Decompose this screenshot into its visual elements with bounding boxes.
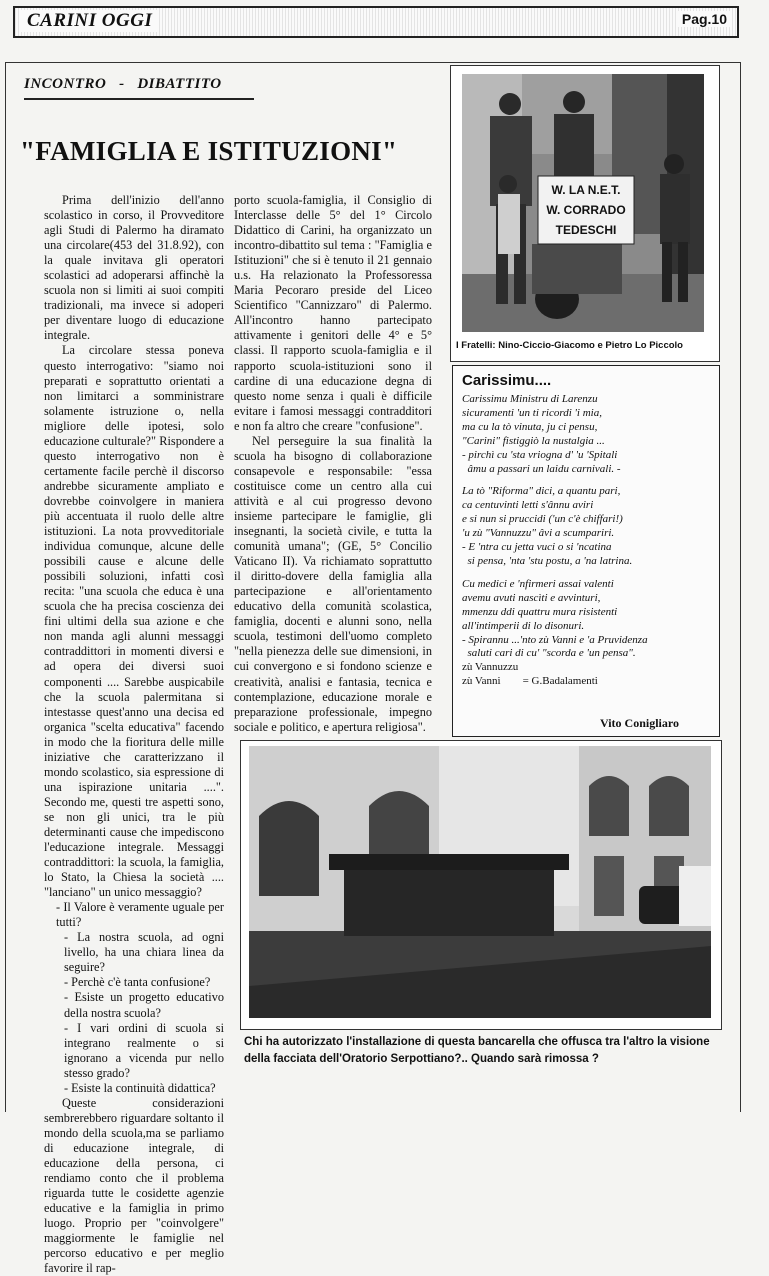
question-item: - I vari ordini di scuola si integrano realmente o si ignorano a vicenda pur nello stesso grado? bbox=[64, 1020, 224, 1080]
street-photo-illustration bbox=[249, 746, 711, 1018]
poem-line: all'intimperii di lo disonuri. bbox=[462, 619, 585, 632]
sign-line: TEDESCHI bbox=[555, 223, 617, 237]
poem-line: 'u zù "Vannuzzu" âvi a scumpariri. bbox=[462, 527, 615, 540]
poem-line: - Spirannu ...'nto zù Vanni e 'a Pruvidenza bbox=[462, 633, 648, 646]
brothers-photo bbox=[462, 74, 704, 332]
poem-line: - pirchì cu 'sta vriogna d' 'u 'Spitali bbox=[462, 448, 618, 461]
poem-line: avemu avuti nascìti e avvinturi, bbox=[462, 591, 601, 604]
poem-author: Vito Conigliaro bbox=[600, 716, 680, 730]
sign-line: W. CORRADO bbox=[546, 203, 626, 217]
article-paragraph: La circolare stessa poneva questo interrogativo: "siamo noi preparati e soprattutto orientati a non limitarci a somministrare solamente istruzione o, nella migliore delle ipotesi, solo educazione culturale?" Rispondere a questo interrogativo non è certamente facile perchè il discorso andrebbe sicuramente ampliato e dovrebbe coinvolgere in maniera più accentuata il ruolo delle altre istituzioni. La nota provveditoriale individua comunque, alcune delle possibili cause e alcune delle possibili soluzioni, infatti così recita: "una scuola che educa è una scuola che ha precisa coscienza dei fini ultimi della sua azione e che non manda agli alunni messaggi contraddittori in momenti diversi e ad opera dei diversi suoi componenti .... Sarebbe auspicabile che la scuola palermitana si intestasse quest'anno una decisa ed organica "scelta educativa" facendo in modo che la fioritura delle mille iniziative che caratterizzano il mondo scolastico, sia espressione di una ispirazione unitaria ....". Secondo me, questi tre aspetti sono, se non gli unici, tra le più determinanti cause che impediscono l'educazione integrale. Messaggi contraddittori: la scuola, la famiglia, lo Stato, la Chiesa la società .... "lanciano" un unico messaggio? bbox=[44, 343, 224, 900]
poem-signature: zù Vannuzzu bbox=[462, 661, 519, 674]
poem-line: saluti cari di cu' "scorda e 'un pensa". bbox=[462, 647, 636, 660]
section-label: INCONTRO - DIBATTITO bbox=[24, 76, 254, 100]
poem-line: Cu medici e 'nfirmeri assai valenti bbox=[462, 577, 614, 590]
question-item: - La nostra scuola, ad ogni livello, ha una chiara linea da seguire? bbox=[64, 930, 224, 975]
frame-divider-left bbox=[5, 62, 6, 1112]
masthead: CARINI OGGI bbox=[21, 10, 158, 32]
article-column-1 bbox=[44, 193, 224, 1276]
poem-line: ca centuvinti letti s'ânnu aviri bbox=[462, 499, 594, 512]
article-paragraph: Prima dell'inizio dell'anno scolastico in corso, il Provveditore agli Studi di Palermo ha diramato una circolare(453 del 31.8.92), con la quale invitava gli operatori scolastici ad adoperarsi affinchè la scuola non si limiti ai suoi compiti tradizionali, ma invece si adoperi per diventare luogo di educazione integrale. bbox=[44, 193, 224, 343]
question-item: - Il Valore è veramente uguale per tutti? bbox=[56, 900, 224, 930]
question-item: - Esiste un progetto educativo della nostra scuola? bbox=[64, 990, 224, 1020]
poem-line: "Carini" fistiggiò la nustalgia ... bbox=[462, 434, 605, 447]
poem-title: Carissimu.... bbox=[462, 372, 552, 389]
article-paragraph: Queste considerazioni sembrerebbero riguardare soltanto il mondo della scuola,ma se parliamo di educazione integrale, di educazione della persona, ci rendiamo conto che il problema riguarda tutte le cosidette agenzie educative e la famiglia in primo luogo. Proprio per "coinvolgere" maggiormente le famiglie nel percorso educativo e per meglio favorire il rap- bbox=[44, 1095, 224, 1276]
page-number: Pag.10 bbox=[678, 11, 731, 27]
frame-divider-top bbox=[5, 62, 740, 63]
poem-line: La tò "Riforma" dici, a quantu pari, bbox=[462, 485, 621, 498]
article-paragraph: porto scuola-famiglia, il Consiglio di Interclasse delle 5° del 1° Circolo Didattico di Carini, ha organizzato un incontro-dibattito sul tema : "Famiglia e Istituzioni" che si è tenuto il 21 gennaio u.s. Ha relazionato la Professoressa Maria Pecoraro preside del Liceo Scientifico "Cannizzaro" di Palermo. All'incontro hanno partecipato attivamente i genitori delle 4° e 5° classi. Il rapporto scuola-famiglia e il rapporto scuola-istituzioni sono il cardine di una educazione degna di questo nome senza i quali è difficile evitare i famosi messaggi contradditori e non fa altro che creare "confusione". bbox=[234, 193, 432, 433]
article-headline: "FAMIGLIA E ISTITUZIONI" bbox=[20, 136, 398, 166]
poem-signature: zù Vanni = G.Badalamenti bbox=[462, 675, 598, 688]
poem-line: Carissimu Ministru di Larenzu bbox=[462, 393, 598, 405]
poem-line: sicuramenti 'un ti ricordi 'i mia, bbox=[462, 406, 602, 419]
question-item: - Perchè c'è tanta confusione? bbox=[64, 975, 211, 990]
brothers-photo-illustration bbox=[462, 74, 704, 332]
street-photo bbox=[249, 746, 711, 1018]
sign-line: W. LA N.E.T. bbox=[551, 183, 621, 197]
photo-caption: Chi ha autorizzato l'installazione di questa bancarella che offusca tra l'altro la visione della facciata dell'Oratorio Serpottiano?.. Quando sarà rimossa ? bbox=[244, 1036, 710, 1065]
poem-line: mmenzu ddi quattru mura risistenti bbox=[462, 605, 618, 618]
article-column-2 bbox=[234, 193, 432, 735]
poem-line: ma cu la tò vinuta, ju ci pensu, bbox=[462, 420, 598, 433]
poem-line: âmu a passari un laidu carnivali. - bbox=[462, 462, 621, 475]
poem-line: - E 'ntra cu jetta vuci o si 'ncatina bbox=[462, 541, 612, 554]
article-paragraph: Nel perseguire la sua finalità la scuola ha bisogno di collaborazione consapevole e responsabile: "essa costituisce come un centro alla cui attività e al cui progresso devono insieme partecipare le famiglie, gli insegnanti, la società civile, e tutta la comunità umana"; (GE, 5° Concilio Vaticano II). Va richiamato soprattutto il diritto-dovere della famiglia alla partecipazione e all'orientamento educativo della comunità scolastica, famiglia, docenti e alunni sono, nella scuola, testimoni dell'uomo completo "nella pienezza delle sue dimensioni, in cui convergono e si fondono scienze e creatività, analisi e fantasia, tecnica e contemplazione, educazione morale e preparazione professionale, impegno sociale e politico, e apertura religiosa". bbox=[234, 433, 432, 734]
frame-divider-right bbox=[740, 62, 741, 1112]
poem-line: si pensa, 'nta 'stu postu, a 'na latrina. bbox=[462, 554, 633, 567]
poem-line: e si nun si pruccidi ('un c'è chiffari!) bbox=[462, 513, 623, 526]
photo-caption: I Fratelli: Nino-Ciccio-Giacomo e Pietro Lo Piccolo bbox=[456, 340, 683, 351]
poem-text bbox=[462, 393, 714, 689]
question-item: - Esiste la continuità didattica? bbox=[64, 1080, 216, 1095]
page-header bbox=[13, 6, 739, 38]
